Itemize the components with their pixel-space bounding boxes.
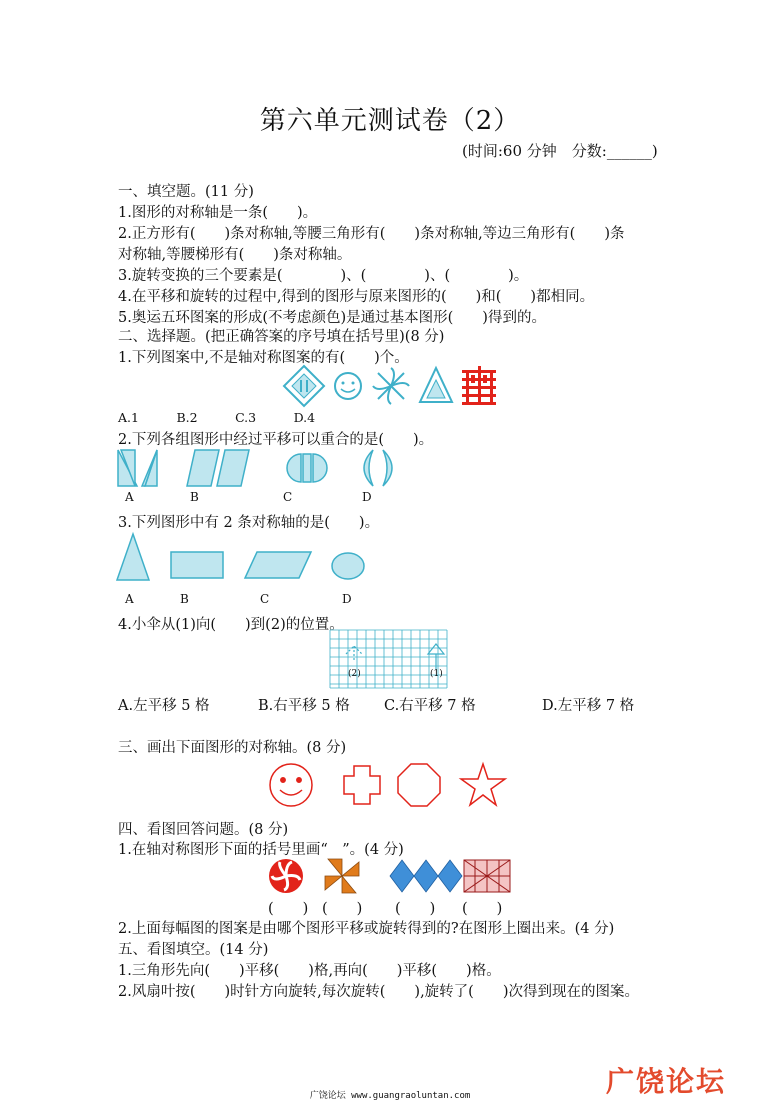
s2-q3-label-d: D (342, 592, 352, 606)
s2-q2-label-d: D (362, 490, 372, 504)
triangle-logo-icon (420, 368, 452, 402)
s1-question-2-line-2: 对称轴,等腰梯形有( )条对称轴。 (118, 247, 352, 263)
double-happiness-icon (462, 366, 496, 405)
page-title: 第六单元测试卷（2） (259, 106, 521, 136)
bauhinia-flower-icon (269, 859, 303, 893)
s1-question-5: 5.奥运五环图案的形成(不考虑颜色)是通过基本图形( )得到的。 (118, 310, 546, 326)
s2-q3-label-c: C (260, 592, 270, 606)
s1-question-2-line-1: 2.正方形有( )条对称轴,等腰三角形有( )条对称轴,等边三角形有( )条 (118, 226, 625, 242)
s2-q4-option-d: D.左平移 7 格 (542, 698, 635, 714)
s2-q1-pictures (280, 364, 510, 408)
section-1-heading: 一、填空题。(11 分) (118, 184, 254, 200)
s1-question-4: 4.在平移和旋转的过程中,得到的图形与原来图形的( )和( )都相同。 (118, 289, 595, 305)
s2-question-1: 1.下列图案中,不是轴对称图案的有( )个。 (118, 350, 409, 366)
time-score-line: (时间:60 分钟 分数:______) (462, 142, 658, 160)
isosceles-triangle-shape (117, 534, 149, 580)
s4-paren-4: ( ) (462, 901, 503, 917)
s2-question-4: 4.小伞从(1)向( )到(2)的位置。 (118, 617, 344, 633)
option-c-half-circles (287, 454, 327, 482)
cross-shape (344, 766, 380, 804)
pinwheel-icon (373, 368, 409, 404)
s2-q3-shapes (115, 532, 375, 584)
section-2-heading: 二、选择题。(把正确答案的序号填在括号里)(8 分) (118, 329, 445, 345)
s4-patterns (268, 856, 513, 896)
section-5-heading: 五、看图填空。(14 分) (118, 942, 269, 958)
ellipse-shape (332, 553, 364, 579)
star-shape (461, 764, 505, 805)
footer-website: 广饶论坛 www.guangraoluntan.com (309, 1091, 471, 1101)
s2-q2-label-b: B (190, 490, 199, 504)
s4-question-1: 1.在轴对称图形下面的括号里画“ ”。(4 分) (118, 842, 404, 858)
smiley-face-shape (270, 764, 312, 806)
s2-q3-label-b: B (180, 592, 189, 606)
s2-question-3: 3.下列图形中有 2 条对称轴的是( )。 (118, 515, 380, 531)
s2-q2-label-c: C (283, 490, 293, 504)
red-lattice-icon (464, 860, 510, 892)
option-a-trapezoids (118, 450, 157, 486)
s2-q4-option-b: B.右平移 5 格 (258, 698, 350, 714)
s3-shapes (268, 760, 513, 812)
s2-q4-option-c: C.右平移 7 格 (384, 698, 476, 714)
rectangle-shape (171, 552, 223, 578)
blue-diamonds-icon (390, 860, 462, 892)
orange-pinwheel-icon (325, 859, 359, 893)
s1-question-3: 3.旋转变换的三个要素是( )、( )、( )。 (118, 268, 529, 284)
s2-q3-label-a: A (125, 592, 134, 606)
smiley-icon (335, 373, 361, 399)
s4-paren-1: ( ) (268, 901, 309, 917)
s2-question-2: 2.下列各组图形中经过平移可以重合的是( )。 (118, 432, 434, 448)
s5-question-1: 1.三角形先向( )平移( )格,再向( )平移( )格。 (118, 963, 501, 979)
octagon-shape (398, 764, 440, 806)
s5-question-2: 2.风扇叶按( )时针方向旋转,每次旋转( ),旋转了( )次得到现在的图案。 (118, 984, 639, 1000)
s4-question-2: 2.上面每幅图的图案是由哪个图形平移或旋转得到的?在图形上圈出来。(4 分) (118, 921, 615, 937)
grid-label-1: (1) (430, 669, 443, 679)
section-3-heading: 三、画出下面图形的对称轴。(8 分) (118, 740, 347, 756)
option-d-crescents (364, 450, 392, 486)
s1-question-1: 1.图形的对称轴是一条( )。 (118, 205, 318, 221)
parallelogram-shape (245, 552, 311, 578)
s4-paren-3: ( ) (395, 901, 436, 917)
s2-q2-label-a: A (125, 490, 134, 504)
s2-q2-shapes (115, 446, 405, 490)
diamond-pattern-icon (284, 366, 324, 406)
s2-q4-option-a: A.左平移 5 格 (118, 698, 210, 714)
grid-label-2: (2) (348, 669, 361, 679)
site-logo: 广饶论坛 (606, 1065, 727, 1098)
s2-q1-options: A.1 B.2 C.3 D.4 (118, 410, 316, 425)
section-4-heading: 四、看图回答问题。(8 分) (118, 822, 289, 838)
option-b-parallelograms (187, 450, 249, 486)
umbrella-grid (330, 630, 448, 690)
s4-paren-2: ( ) (322, 901, 363, 917)
